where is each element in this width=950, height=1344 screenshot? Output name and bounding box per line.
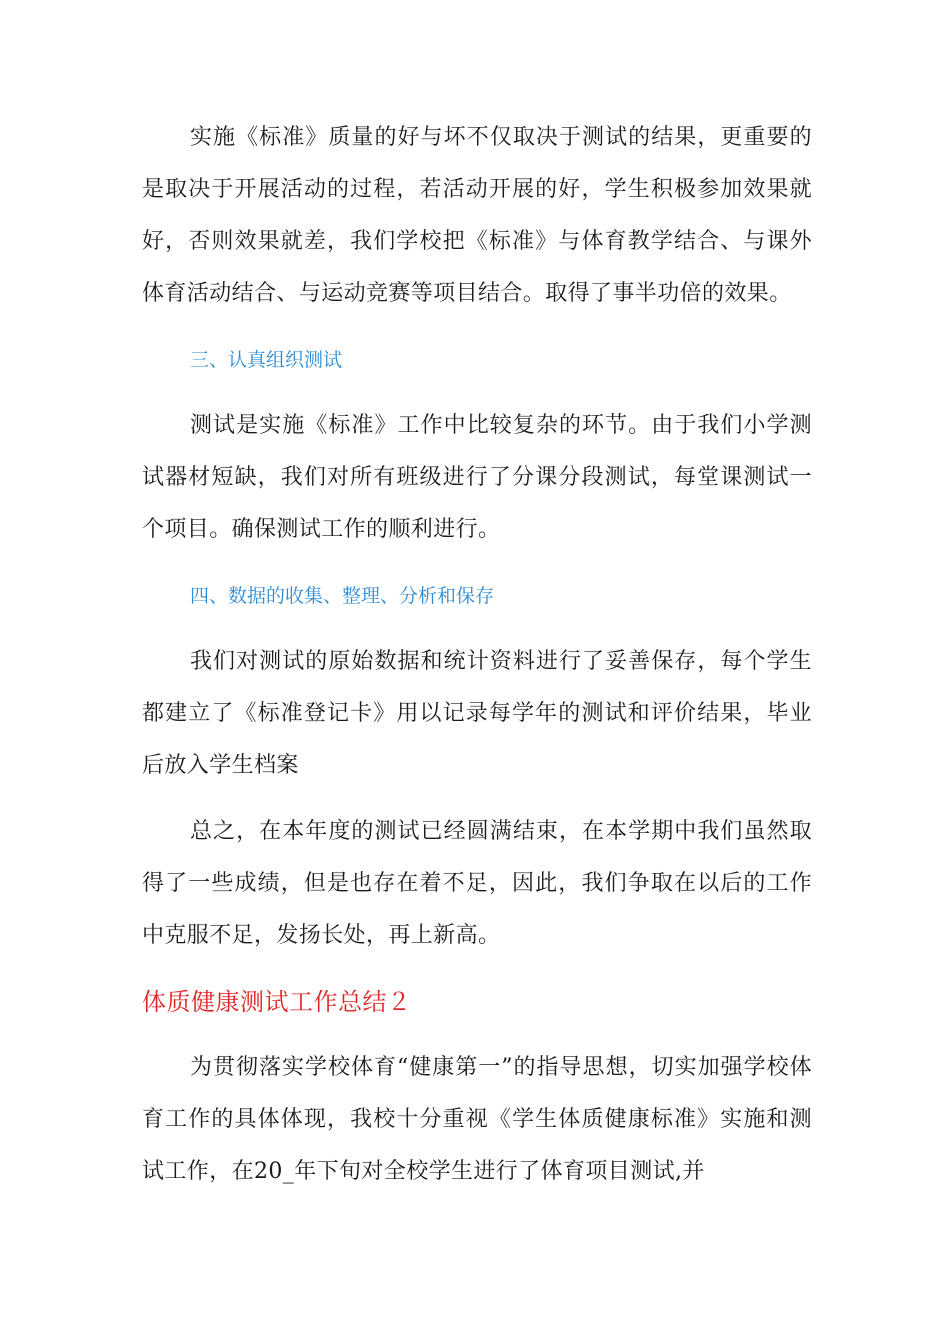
- section-title-summary-2: 体质健康测试工作总结２: [142, 988, 412, 1016]
- paragraph-testing-process: 测试是实施《标准》工作中比较复杂的环节。由于我们小学测试器材短缺，我们对所有班级进行了分课分段测试，每堂课测试一个项目。确保测试工作的顺利进行。: [142, 413, 812, 542]
- paragraph-data-storage: 我们对测试的原始数据和统计资料进行了妥善保存，每个学生都建立了《标准登记卡》用以记录每学年的测试和评价结果，毕业后放入学生档案: [142, 649, 812, 778]
- paragraph-standard-quality: 实施《标准》质量的好与坏不仅取决于测试的结果，更重要的是取决于开展活动的过程，若活动开展的好，学生积极参加效果就好，否则效果就差，我们学校把《标准》与体育教学结合、与课外体育活动结合、与运动竞赛等项目结合。取得了事半功倍的效果。: [142, 125, 812, 306]
- paragraph-intro-summary-2: 为贯彻落实学校体育“健康第一”的指导思想，切实加强学校体育工作的具体体现，我校十分重视《学生体质健康标准》实施和测试工作，在20_年下旬对全校学生进行了体育项目测试,并: [142, 1055, 812, 1184]
- subheading-organize-testing: 三、认真组织测试: [190, 349, 343, 371]
- subheading-data-collection: 四、数据的收集、整理、分析和保存: [190, 585, 495, 607]
- document-body: [142, 112, 812, 1198]
- paragraph-conclusion: 总之，在本年度的测试已经圆满结束，在本学期中我们虽然取得了一些成绩，但是也存在着不足，因此，我们争取在以后的工作中克服不足，发扬长处，再上新高。: [142, 819, 812, 948]
